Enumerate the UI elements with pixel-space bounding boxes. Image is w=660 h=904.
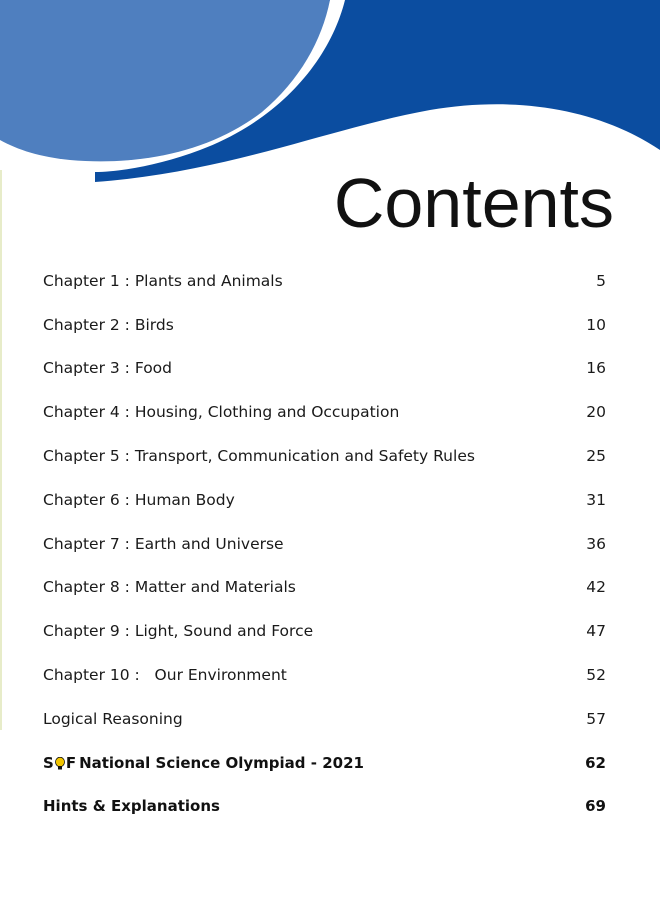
toc-entry-page-number: 52 [586,666,606,685]
toc-entry[interactable] [43,303,606,347]
toc-entry-page-number: 31 [586,490,606,509]
toc-entry-page-number: 36 [586,534,606,553]
toc-entry[interactable] [43,566,606,610]
toc-entry-page-number: 57 [586,709,606,728]
toc-entry-page-number: 5 [596,271,606,290]
toc-entry[interactable] [43,434,606,478]
toc-entry-text: National Science Olympiad - 2021 [79,753,364,772]
toc-entry-page-number: 10 [586,315,606,334]
left-margin-rule [0,170,2,730]
sof-logo-letter-s: S [43,753,54,772]
toc-entry[interactable] [43,390,606,434]
toc-entry-label: Chapter 1 : Plants and Animals [43,271,283,290]
sof-logo-letter-f: F [65,753,77,772]
toc-entry-page-number: 47 [586,622,606,641]
toc-entry-label: Chapter 9 : Light, Sound and Force [43,622,314,641]
toc-entry-label: Chapter 2 : Birds [43,315,174,334]
toc-entry[interactable] [43,697,606,741]
toc-entry-label: Chapter 5 : Transport, Communication and Safety Rules [43,447,475,466]
toc-entry-page-number: 62 [585,753,606,772]
toc-entry[interactable] [43,522,606,566]
toc-entry-label: Hints & Explanations [43,797,220,816]
toc-entry[interactable] [43,653,606,697]
toc-entry-page-number: 20 [586,403,606,422]
toc-entry-label: Logical Reasoning [43,709,183,728]
sof-logo [43,754,76,772]
lightbulb-icon [55,756,65,769]
toc-entry-page-number: 16 [586,359,606,378]
toc-entry-page-number: 42 [586,578,606,597]
toc-entry-label: Chapter 10 : Our Environment [43,666,287,685]
toc-entry-label: Chapter 3 : Food [43,359,173,378]
toc-entry[interactable] [43,741,606,785]
toc-entry-label [43,754,364,772]
toc-entry[interactable] [43,609,606,653]
table-of-contents [43,259,606,828]
toc-entry-page-number: 69 [585,797,606,816]
toc-entry[interactable] [43,259,606,303]
toc-entry-label: Chapter 8 : Matter and Materials [43,578,296,597]
page-title: Contents [333,164,614,242]
toc-entry[interactable] [43,347,606,391]
toc-entry[interactable] [43,478,606,522]
toc-entry-page-number: 25 [586,447,606,466]
toc-entry[interactable] [43,785,606,829]
toc-entry-label: Chapter 4 : Housing, Clothing and Occupation [43,403,400,422]
toc-entry-label: Chapter 6 : Human Body [43,490,235,509]
toc-entry-label: Chapter 7 : Earth and Universe [43,534,284,553]
